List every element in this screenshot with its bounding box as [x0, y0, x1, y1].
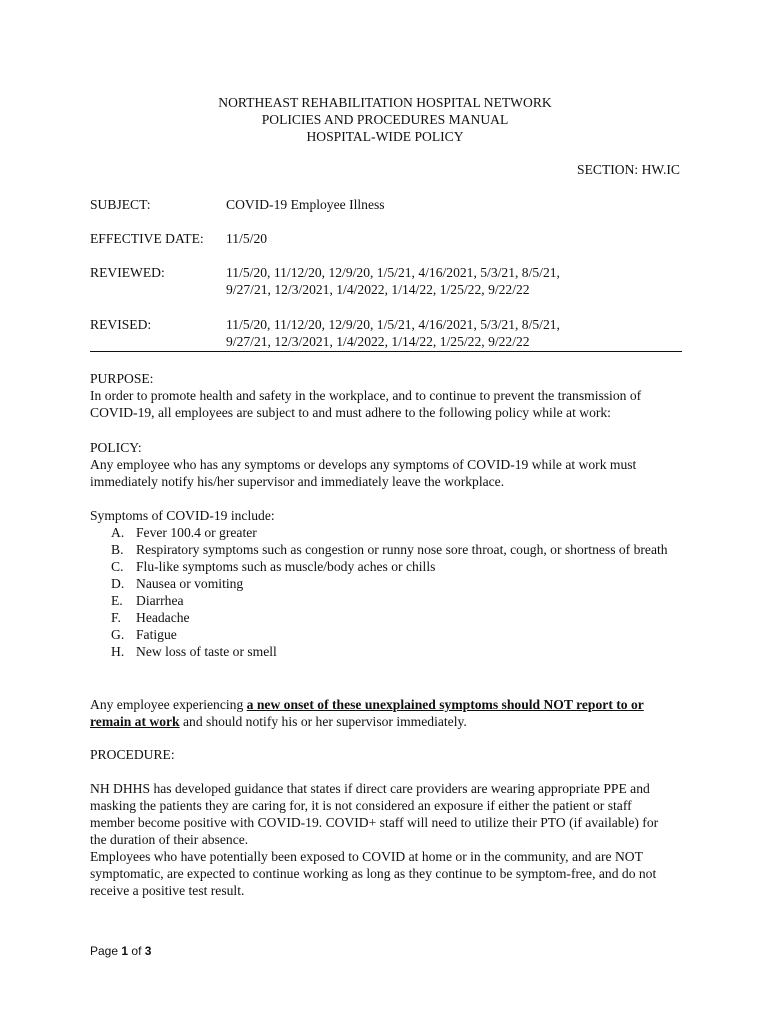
revised-label: REVISED:: [90, 317, 152, 332]
purpose-section: [90, 370, 690, 421]
document-header: [0, 94, 770, 145]
symptom-text: Respiratory symptoms such as congestion or runny nose sore throat, cough, or shortness of breath: [136, 542, 668, 557]
procedure-paragraph: Employees who have potentially been exposed to COVID at home or in the community, and are NOT symptomatic, are expected to continue working as long as they continue to be symptom-free, and do not receive a positive test result.: [90, 849, 657, 898]
of-word: of: [131, 944, 142, 958]
effective-date-label: EFFECTIVE DATE:: [90, 231, 204, 246]
effective-date-value: 11/5/20: [226, 231, 268, 246]
symptom-text: Diarrhea: [136, 593, 184, 608]
symptom-text: New loss of taste or smell: [136, 644, 277, 659]
symptom-text: Headache: [136, 610, 190, 625]
procedure-heading: PROCEDURE:: [90, 747, 175, 762]
revised-dates-line: 11/5/20, 11/12/20, 12/9/20, 1/5/21, 4/16/2021, 5/3/21, 8/5/21,: [226, 317, 560, 332]
procedure-paragraph: NH DHHS has developed guidance that states if direct care providers are wearing appropriate PPE and masking the patients they are caring for, it is not considered an exposure if either the patient or staff member become positive with COVID-19. COVID+ staff will need to utilize their PTO (if available) for the duration of their absence.: [90, 781, 659, 847]
manual-title: POLICIES AND PROCEDURES MANUAL: [261, 112, 509, 127]
reviewed-dates: [226, 264, 560, 298]
revised-dates: [226, 316, 560, 350]
notice-paragraph: [90, 696, 670, 730]
revised-dates-line: 9/27/21, 12/3/2021, 1/4/2022, 1/14/22, 1/25/22, 9/22/22: [226, 334, 530, 349]
list-marker: A.: [111, 525, 125, 540]
policy-heading: POLICY:: [90, 440, 142, 455]
symptom-text: Flu-like symptoms such as muscle/body aches or chills: [136, 559, 436, 574]
list-item: [108, 626, 678, 643]
subject-label: SUBJECT:: [90, 197, 151, 212]
list-marker: G.: [111, 627, 125, 642]
reviewed-dates-line: 9/27/21, 12/3/2021, 1/4/2022, 1/14/22, 1/25/22, 9/22/22: [226, 282, 530, 297]
current-page: 1: [121, 944, 129, 958]
policy-section: [90, 439, 690, 490]
list-marker: D.: [111, 576, 125, 591]
purpose-text-line: In order to promote health and safety in the workplace, and to continue to prevent the transmission of: [90, 388, 642, 403]
list-item: [108, 524, 678, 541]
symptom-text: Fever 100.4 or greater: [136, 525, 257, 540]
page-number: [90, 944, 151, 958]
notice-text: Any employee experiencing: [90, 697, 247, 712]
policy-scope: HOSPITAL-WIDE POLICY: [306, 129, 464, 144]
reviewed-label: REVIEWED:: [90, 265, 165, 280]
list-item: [108, 643, 678, 660]
total-pages: 3: [144, 944, 152, 958]
notice-text: and should notify his or her supervisor immediately.: [179, 714, 467, 729]
notice-emphasis: a new onset of these unexplained symptoms should NOT report to or remain at work: [90, 697, 644, 729]
purpose-text-line: COVID-19, all employees are subject to and must adhere to the following policy while at work:: [90, 405, 611, 420]
purpose-heading: PURPOSE:: [90, 371, 154, 386]
subject-value: COVID-19 Employee Illness: [226, 197, 385, 212]
section-code: SECTION: HW.IC: [577, 162, 680, 177]
symptom-text: Fatigue: [136, 627, 177, 642]
list-item: [108, 575, 678, 592]
page-word: Page: [90, 944, 119, 958]
list-marker: B.: [111, 542, 124, 557]
policy-text-line: Any employee who has any symptoms or develops any symptoms of COVID-19 while at work must: [90, 457, 637, 472]
symptoms-intro: Symptoms of COVID-19 include:: [90, 508, 275, 523]
symptoms-list: [108, 524, 678, 660]
reviewed-dates-line: 11/5/20, 11/12/20, 12/9/20, 1/5/21, 4/16/2021, 5/3/21, 8/5/21,: [226, 265, 560, 280]
procedure-section: [90, 780, 668, 899]
list-marker: H.: [111, 644, 125, 659]
header-divider: [90, 351, 682, 352]
symptom-text: Nausea or vomiting: [136, 576, 244, 591]
list-item: [108, 609, 678, 626]
list-marker: C.: [111, 559, 124, 574]
policy-text-line: immediately notify his/her supervisor and immediately leave the workplace.: [90, 474, 505, 489]
list-item: [108, 558, 678, 575]
list-item: [108, 592, 678, 609]
list-item: [108, 541, 678, 558]
organization-name: NORTHEAST REHABILITATION HOSPITAL NETWORK: [218, 95, 552, 110]
list-marker: E.: [111, 593, 123, 608]
list-marker: F.: [111, 610, 121, 625]
